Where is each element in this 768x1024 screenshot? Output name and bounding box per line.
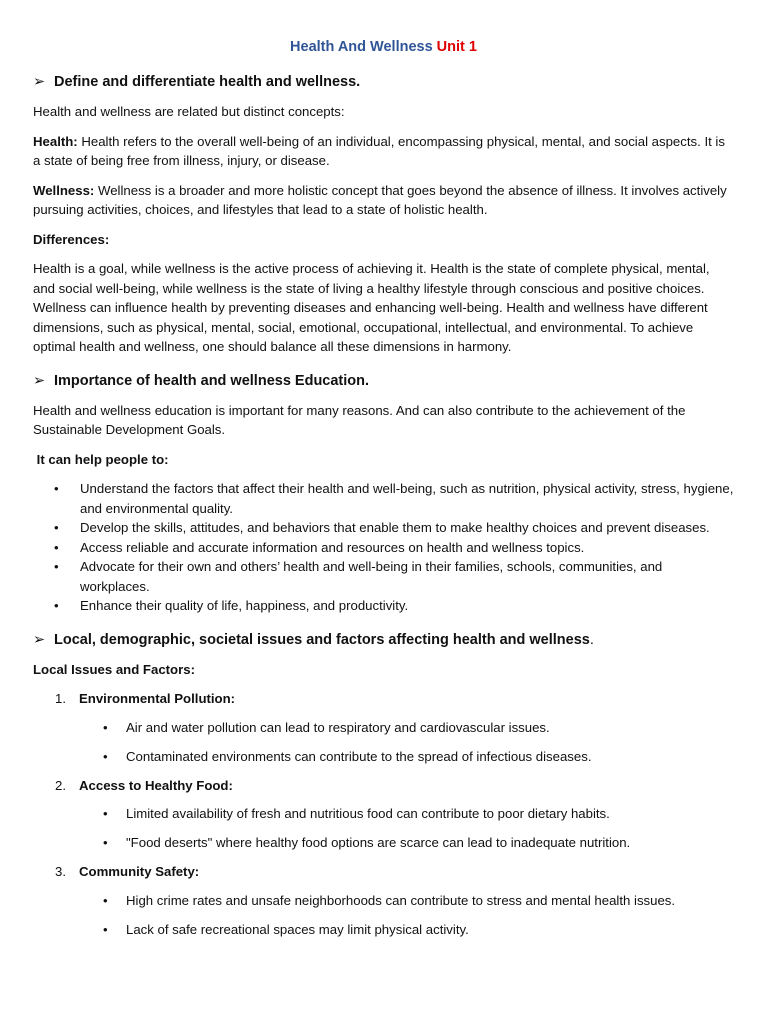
local-issues-list bbox=[33, 689, 734, 939]
sub-list bbox=[33, 804, 734, 853]
item-title-text: Community Safety: bbox=[79, 864, 200, 879]
numbered-item bbox=[33, 776, 734, 853]
arrow-bullet-icon: ➢ bbox=[33, 631, 46, 648]
list-item: • Access reliable and accurate information and resources on health and wellness topics. bbox=[33, 538, 734, 558]
arrow-bullet-icon: ➢ bbox=[33, 372, 46, 389]
list-item: • Enhance their quality of life, happiness, and productivity. bbox=[33, 596, 734, 616]
item-number: 1. bbox=[55, 691, 66, 706]
section-heading-text: Local, demographic, societal issues and factors affecting health and wellness bbox=[54, 631, 590, 648]
help-label: It can help people to: bbox=[33, 451, 169, 467]
list-item: • Understand the factors that affect their health and well-being, such as nutrition, physical activity, stress, hygiene, and environmental quality. bbox=[33, 479, 734, 518]
section-heading-issues bbox=[33, 630, 734, 650]
list-item: • "Food deserts" where healthy food options are scarce can lead to inadequate nutrition. bbox=[33, 833, 734, 853]
numbered-item-title bbox=[33, 862, 734, 882]
title-main: Health And Wellness bbox=[290, 39, 433, 55]
list-item: • Develop the skills, attitudes, and behaviors that enable them to make healthy choices and prevent diseases. bbox=[33, 518, 734, 538]
health-text: Health refers to the overall well-being of an individual, encompassing physical, mental, and social aspects. It is a state of being free from illness, injury, or disease. bbox=[33, 133, 725, 168]
list-item: • Lack of safe recreational spaces may limit physical activity. bbox=[33, 920, 734, 940]
wellness-definition bbox=[33, 181, 734, 220]
heading-period: . bbox=[589, 631, 594, 648]
wellness-text: Wellness is a broader and more holistic concept that goes beyond the absence of illness. It involves actively pursuing activities, choices, and lifestyles that lead to a state of holistic health. bbox=[33, 182, 727, 217]
list-item: • High crime rates and unsafe neighborhoods can contribute to stress and mental health issues. bbox=[33, 891, 734, 911]
list-item: • Air and water pollution can lead to respiratory and cardiovascular issues. bbox=[33, 718, 734, 738]
title-unit: Unit 1 bbox=[432, 39, 477, 55]
item-title-text: Environmental Pollution: bbox=[79, 691, 236, 706]
item-number: 2. bbox=[55, 777, 66, 793]
item-number: 3. bbox=[55, 864, 66, 879]
sub-list bbox=[33, 718, 734, 767]
section-heading-text: Define and differentiate health and wellness. bbox=[54, 74, 361, 90]
list-item: • Contaminated environments can contribute to the spread of infectious diseases. bbox=[33, 747, 734, 767]
wellness-term: Wellness: bbox=[33, 182, 95, 198]
numbered-item-title bbox=[33, 689, 734, 709]
health-term: Health: bbox=[33, 133, 78, 149]
section-heading-text: Importance of health and wellness Education. bbox=[54, 372, 370, 389]
document-title bbox=[33, 0, 734, 59]
arrow-bullet-icon: ➢ bbox=[33, 74, 46, 90]
health-definition bbox=[33, 132, 734, 171]
sub-list bbox=[33, 891, 734, 940]
differences-label: Differences: bbox=[33, 231, 110, 247]
section-heading-importance bbox=[33, 371, 734, 391]
help-list bbox=[33, 479, 734, 616]
differences-paragraph: Health is a goal, while wellness is the active process of achieving it. Health is the state of complete physical, mental, and social well-being, while wellness is the state of living a healthy lifestyle through conscious and positive choices. Wellness can influence health by preventing diseases and enhancing well-being. Health and wellness have different dimensions, such as physical, mental, social, emotional, occupational, intellectual, and environmental. To achieve optimal health and wellness, one should balance all these dimensions in harmony. bbox=[33, 261, 710, 354]
local-issues-label: Local Issues and Factors: bbox=[33, 661, 195, 677]
intro-paragraph: Health and wellness are related but distinct concepts: bbox=[33, 104, 345, 119]
section-heading-define bbox=[33, 72, 734, 92]
item-title-text: Access to Healthy Food: bbox=[79, 777, 233, 793]
numbered-item-title bbox=[33, 776, 734, 796]
numbered-item bbox=[33, 689, 734, 766]
numbered-item bbox=[33, 862, 734, 939]
list-item: • Advocate for their own and others’ health and well-being in their families, schools, communities, and workplaces. bbox=[33, 557, 734, 596]
importance-paragraph: Health and wellness education is important for many reasons. And can also contribute to the achievement of the Sustainable Development Goals. bbox=[33, 402, 686, 437]
list-item: • Limited availability of fresh and nutritious food can contribute to poor dietary habits. bbox=[33, 804, 734, 824]
